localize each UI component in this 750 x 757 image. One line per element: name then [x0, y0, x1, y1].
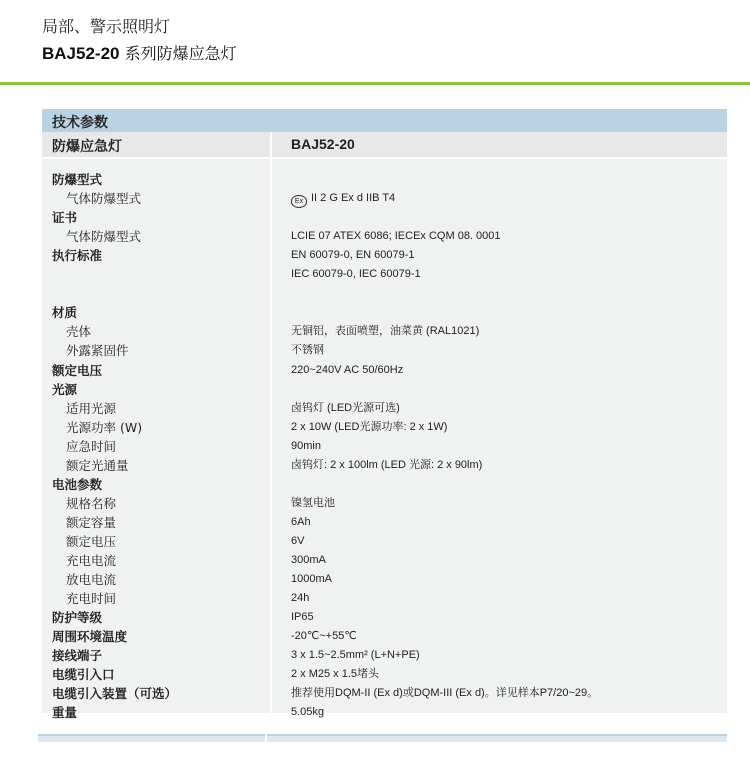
spec-value — [291, 513, 311, 532]
spec-value — [291, 665, 379, 684]
spec-label: 电缆引入口 — [52, 667, 115, 683]
spec-row — [42, 189, 727, 208]
spec-value-text: 卤钨灯: 2 x 100lm (LED 光源: 2 x 90lm) — [291, 458, 483, 471]
spec-label: 额定电压 — [66, 533, 117, 549]
green-divider — [0, 82, 750, 85]
spec-value — [291, 189, 395, 208]
spec-value-text: 2 x M25 x 1.5堵头 — [291, 668, 380, 681]
next-table-divider — [265, 734, 267, 742]
spec-value-text: 90min — [291, 439, 321, 452]
ex-mark-icon: Ex — [291, 195, 307, 208]
spec-value-text: IEC 60079-0, IEC 60079-1 — [291, 268, 421, 281]
spec-value-text: II 2 G Ex d IIB T4 — [311, 192, 396, 205]
spec-row — [42, 341, 727, 360]
spec-value-text: 2 x 10W (LED光源功率: 2 x 1W) — [291, 420, 448, 433]
spec-value — [291, 399, 400, 418]
spec-row — [42, 265, 727, 284]
spec-table — [42, 109, 727, 721]
product-model-cell: BAJ52-20 — [291, 136, 355, 152]
spec-value — [291, 246, 415, 265]
spec-value — [291, 437, 321, 456]
spec-row — [42, 208, 727, 227]
spec-value-text: 220~240V AC 50/60Hz — [291, 363, 404, 376]
spec-value — [291, 646, 420, 665]
spec-row — [42, 627, 727, 646]
spec-product-row — [42, 132, 727, 159]
spec-row — [42, 475, 727, 494]
spec-label: 外露紧固件 — [66, 343, 129, 359]
spec-value — [291, 341, 324, 360]
spec-row — [42, 532, 727, 551]
spec-label: 气体防爆型式 — [66, 191, 142, 207]
spec-row — [42, 227, 727, 246]
spec-value — [291, 361, 403, 380]
spec-label: 电缆引入装置（可选） — [52, 686, 178, 702]
spec-label: 气体防爆型式 — [66, 229, 142, 245]
spec-value-text: 3 x 1.5~2.5mm² (L+N+PE) — [291, 649, 420, 662]
spec-value — [291, 265, 421, 284]
spec-value-text: 24h — [291, 592, 310, 605]
spec-row — [42, 361, 727, 380]
spec-value — [291, 703, 324, 722]
product-model: BAJ52-20 — [42, 44, 120, 63]
spec-value — [291, 494, 335, 513]
spec-row — [42, 589, 727, 608]
spec-row — [42, 703, 727, 722]
spec-label: 执行标准 — [52, 248, 103, 264]
spec-value-text: 6V — [291, 534, 305, 547]
spec-heading-text: 技术参数 — [52, 115, 108, 131]
spec-value — [291, 456, 482, 475]
spec-row — [42, 170, 727, 189]
spec-value-text: 卤钨灯 (LED光源可选) — [291, 401, 400, 414]
spec-value-text: 1000mA — [291, 573, 332, 586]
spec-value — [291, 532, 304, 551]
spec-label: 适用光源 — [66, 400, 117, 416]
spec-label: 额定光通量 — [66, 457, 129, 473]
spec-label: 重量 — [52, 705, 78, 721]
spec-value — [291, 418, 447, 437]
category-title: 局部、警示照明灯 — [42, 17, 171, 36]
spec-value-text: 推荐使用DQM-II (Ex d)或DQM-III (Ex d)。详见样本P7/20~29。 — [291, 687, 599, 700]
spec-value — [291, 570, 332, 589]
spec-value-text: IP65 — [291, 611, 314, 624]
spec-row — [42, 322, 727, 341]
spec-label: 充电电流 — [66, 553, 117, 568]
spec-label: 额定电压 — [52, 362, 103, 378]
product-label: 防爆应急灯 — [52, 139, 122, 155]
spec-row — [42, 551, 727, 570]
spec-label: 防护等级 — [52, 610, 103, 626]
spec-value-text: 6Ah — [291, 515, 311, 528]
spec-label: 防爆型式 — [52, 172, 103, 187]
spec-label: 规格名称 — [66, 495, 117, 511]
spec-label: 放电电流 — [66, 572, 117, 588]
spec-value-text: 无铜铝，表面喷塑，油菜黄 (RAL1021) — [291, 325, 480, 338]
spec-label: 接线端子 — [52, 648, 103, 664]
spec-row — [42, 665, 727, 684]
spec-label: 光源 — [52, 381, 78, 397]
spec-row — [42, 418, 727, 437]
spec-label: 充电时间 — [66, 591, 117, 607]
spec-row — [42, 399, 727, 418]
spec-label: 材质 — [52, 305, 78, 321]
spec-label: 壳体 — [66, 324, 92, 340]
spec-row — [42, 570, 727, 589]
spec-row — [42, 684, 727, 703]
spec-value-text: -20℃~+55℃ — [291, 630, 357, 643]
spec-row — [42, 608, 727, 627]
spec-row — [42, 380, 727, 399]
spec-value-text: 镍氢电池 — [291, 496, 335, 509]
spec-label: 额定容量 — [66, 514, 117, 530]
spec-row — [42, 646, 727, 665]
spec-value-text: 300mA — [291, 554, 326, 566]
spec-label: 证书 — [52, 210, 78, 226]
product-title — [42, 41, 237, 64]
spec-row — [42, 437, 727, 456]
spec-row — [42, 494, 727, 513]
spec-row — [42, 513, 727, 532]
spec-value — [291, 627, 357, 646]
spec-value — [291, 684, 598, 703]
spec-row — [42, 246, 727, 265]
spec-label: 电池参数 — [52, 476, 103, 492]
spec-row — [42, 303, 727, 322]
spec-value — [291, 589, 309, 608]
spec-value-text: 不锈钢 — [291, 344, 324, 357]
spec-label: 周围环境温度 — [52, 629, 128, 645]
spec-row — [42, 456, 727, 475]
spec-value — [291, 227, 501, 246]
spec-value-text: 5.05kg — [291, 706, 325, 719]
spec-label: 应急时间 — [66, 438, 117, 454]
spec-value — [291, 608, 314, 627]
spec-table-heading — [42, 109, 727, 132]
spec-value-text: EN 60079-0, EN 60079-1 — [291, 249, 415, 262]
spec-row — [42, 284, 727, 303]
spec-value — [291, 322, 479, 341]
spec-value-text: LCIE 07 ATEX 6086; IECEx CQM 08. 0001 — [291, 230, 501, 243]
next-table-top — [38, 734, 727, 742]
spec-label: 光源功率 (W) — [66, 419, 143, 435]
spec-value — [291, 551, 326, 570]
product-series: 系列防爆应急灯 — [119, 44, 237, 63]
